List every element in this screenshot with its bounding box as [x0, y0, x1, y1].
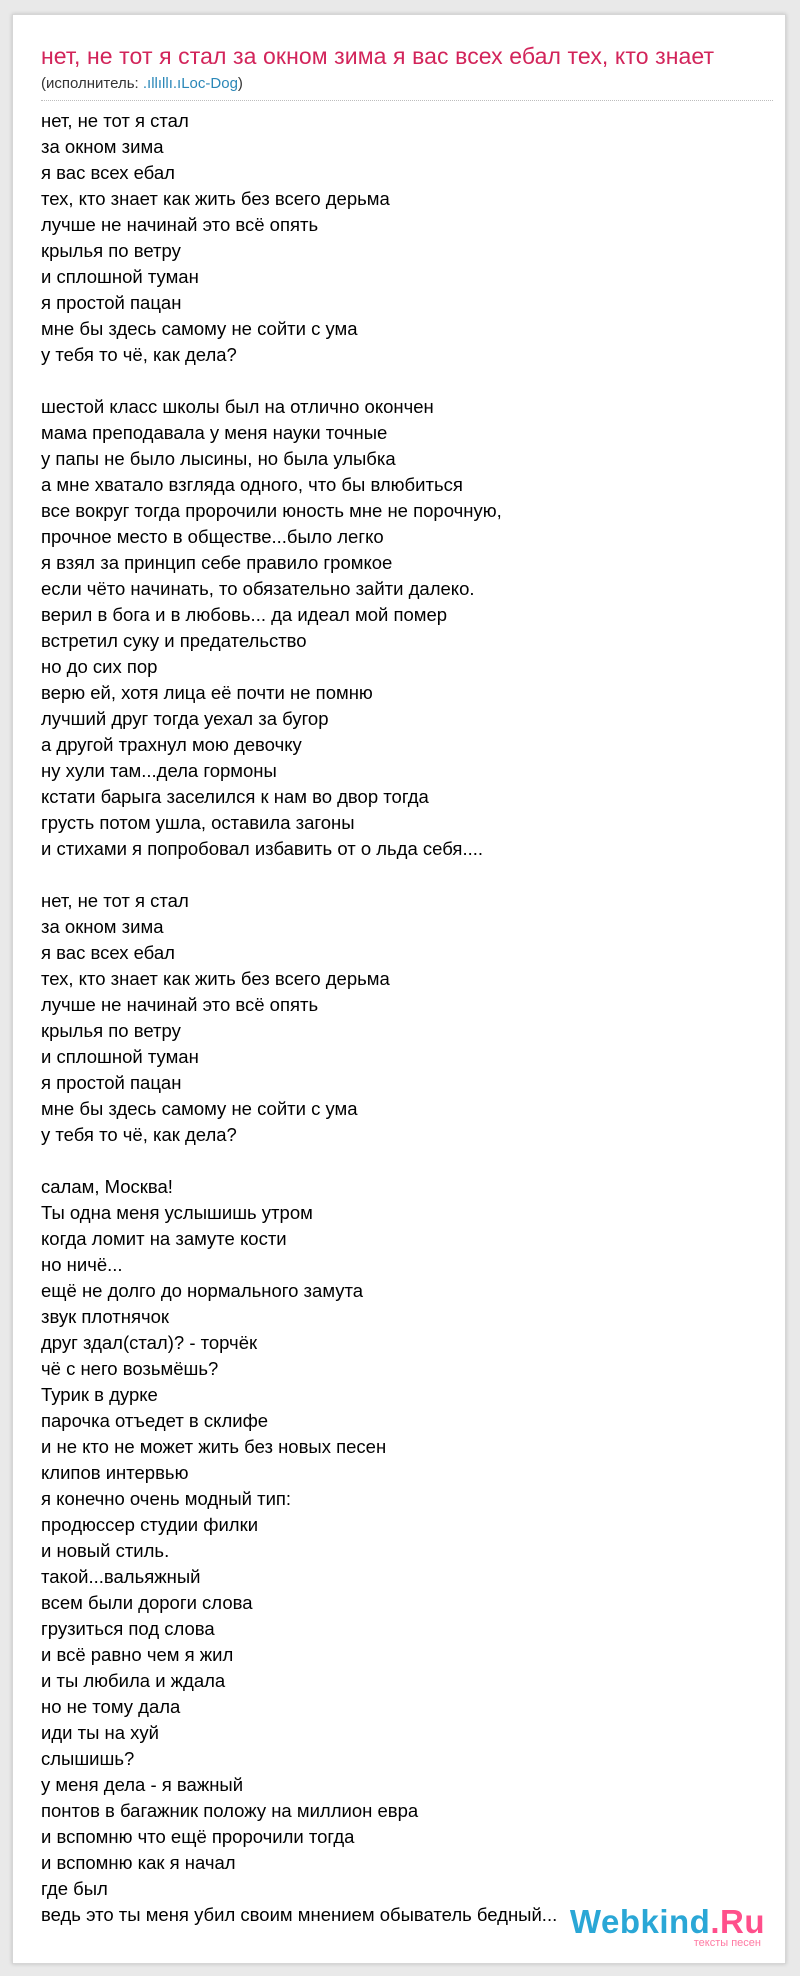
artist-prefix: (исполнитель: — [41, 75, 143, 92]
lyric-line: и всё равно чем я жил — [41, 1644, 234, 1665]
lyric-line: за окном зима — [41, 916, 164, 937]
lyric-line: слышишь? — [41, 1748, 135, 1769]
lyric-line: ведь это ты меня убил своим мнением обыватель бедный... — [41, 1904, 558, 1925]
lyric-line: нет, не тот я стал — [41, 890, 189, 911]
lyric-line: я конечно очень модный тип: — [41, 1488, 292, 1509]
lyric-line: у меня дела - я важный — [41, 1774, 244, 1795]
lyric-line: я вас всех ебал — [41, 942, 175, 963]
lyric-line: верю ей, хотя лица её почти не помню — [41, 682, 373, 703]
lyric-line: крылья по ветру — [41, 240, 181, 261]
lyric-line: лучший друг тогда уехал за бугор — [41, 708, 329, 729]
lyric-line: мне бы здесь самому не сойти с ума — [41, 1098, 358, 1119]
lyric-line: салам, Москва! — [41, 1176, 173, 1197]
lyric-line: я простой пацан — [41, 1072, 182, 1093]
artist-line — [41, 75, 243, 92]
lyric-line: чё с него возьмёшь? — [41, 1358, 219, 1379]
lyric-line: но ничё... — [41, 1254, 123, 1275]
lyric-line: за окном зима — [41, 136, 164, 157]
lyric-line: тех, кто знает как жить без всего дерьма — [41, 968, 390, 989]
lyric-line: у тебя то чё, как дела? — [41, 344, 237, 365]
stanza-break — [41, 862, 781, 888]
lyric-line: и вспомню как я начал — [41, 1852, 236, 1873]
lyric-line: Турик в дурке — [41, 1384, 158, 1405]
lyric-line: иди ты на хуй — [41, 1722, 159, 1743]
lyric-line: продюссер студии филки — [41, 1514, 259, 1535]
lyric-line: друг здал(стал)? - торчёк — [41, 1332, 258, 1353]
lyric-line: лучше не начинай это всё опять — [41, 214, 319, 235]
lyric-line: верил в бога и в любовь... да идеал мой помер — [41, 604, 448, 625]
webkind-logo[interactable] — [565, 1903, 765, 1949]
lyric-line: но до сих пор — [41, 656, 158, 677]
lyric-line: звук плотнячок — [41, 1306, 170, 1327]
lyric-line: ещё не долго до нормального замута — [41, 1280, 364, 1301]
artist-suffix: ) — [237, 75, 243, 92]
lyric-line: и не кто не может жить без новых песен — [41, 1436, 387, 1457]
title-divider — [41, 100, 773, 101]
lyric-line: такой...вальяжный — [41, 1566, 201, 1587]
lyric-line: крылья по ветру — [41, 1020, 181, 1041]
lyric-line: я вас всех ебал — [41, 162, 175, 183]
lyric-line: у тебя то чё, как дела? — [41, 1124, 237, 1145]
lyrics-card — [12, 14, 786, 1964]
lyric-line: ну хули там...дела гормоны — [41, 760, 277, 781]
lyric-line: грусть потом ушла, оставила загоны — [41, 812, 355, 833]
lyric-line: лучше не начинай это всё опять — [41, 994, 319, 1015]
lyric-line: а мне хватало взгляда одного, что бы влюбиться — [41, 474, 463, 495]
lyric-line: нет, не тот я стал — [41, 110, 189, 131]
lyric-line: все вокруг тогда пророчили юность мне не порочную, — [41, 500, 502, 521]
lyric-line: и сплошной туман — [41, 266, 199, 287]
lyric-line: встретил суку и предательство — [41, 630, 307, 651]
lyric-line: и ты любила и ждала — [41, 1670, 226, 1691]
lyrics-text — [41, 108, 781, 1928]
lyric-line: а другой трахнул мою девочку — [41, 734, 302, 755]
lyric-line: и вспомню что ещё пророчили тогда — [41, 1826, 355, 1847]
lyric-line: где был — [41, 1878, 108, 1899]
lyric-line: кстати барыга заселился к нам во двор тогда — [41, 786, 429, 807]
lyric-line: и стихами я попробовал избавить от о льда себя.... — [41, 838, 484, 859]
lyric-line: клипов интервью — [41, 1462, 189, 1483]
logo-wordmark: Webkind.Ru — [569, 1903, 765, 1940]
lyric-line: и новый стиль. — [41, 1540, 170, 1561]
artist-link[interactable]: .ıllıllı.ıLoc-Dog — [142, 75, 238, 92]
lyric-line: но не тому дала — [41, 1696, 181, 1717]
lyric-line: мне бы здесь самому не сойти с ума — [41, 318, 358, 339]
lyric-line: прочное место в обществе...было легко — [41, 526, 384, 547]
lyric-line: у папы не было лысины, но была улыбка — [41, 448, 396, 469]
lyric-line: Ты одна меня услышишь утром — [41, 1202, 313, 1223]
lyric-line: мама преподавала у меня науки точные — [41, 422, 388, 443]
lyric-line: всем были дороги слова — [41, 1592, 253, 1613]
lyric-line: тех, кто знает как жить без всего дерьма — [41, 188, 390, 209]
song-title: нет, не тот я стал за окном зима я вас всех ебал тех, кто знает — [41, 43, 715, 69]
lyric-line: шестой класс школы был на отлично окончен — [41, 396, 434, 417]
lyric-line: я взял за принцип себе правило громкое — [41, 552, 393, 573]
stanza-break — [41, 1148, 781, 1174]
lyric-line: если чёто начинать, то обязательно зайти далеко. — [41, 578, 475, 599]
lyric-line: я простой пацан — [41, 292, 182, 313]
lyric-line: когда ломит на замуте кости — [41, 1228, 287, 1249]
lyric-line: парочка отъедет в склифе — [41, 1410, 269, 1431]
stanza-break — [41, 368, 781, 394]
lyric-line: и сплошной туман — [41, 1046, 199, 1067]
logo-tagline: тексты песен — [693, 1937, 761, 1949]
lyric-line: понтов в багажник положу на миллион евра — [41, 1800, 419, 1821]
lyric-line: грузиться под слова — [41, 1618, 215, 1639]
